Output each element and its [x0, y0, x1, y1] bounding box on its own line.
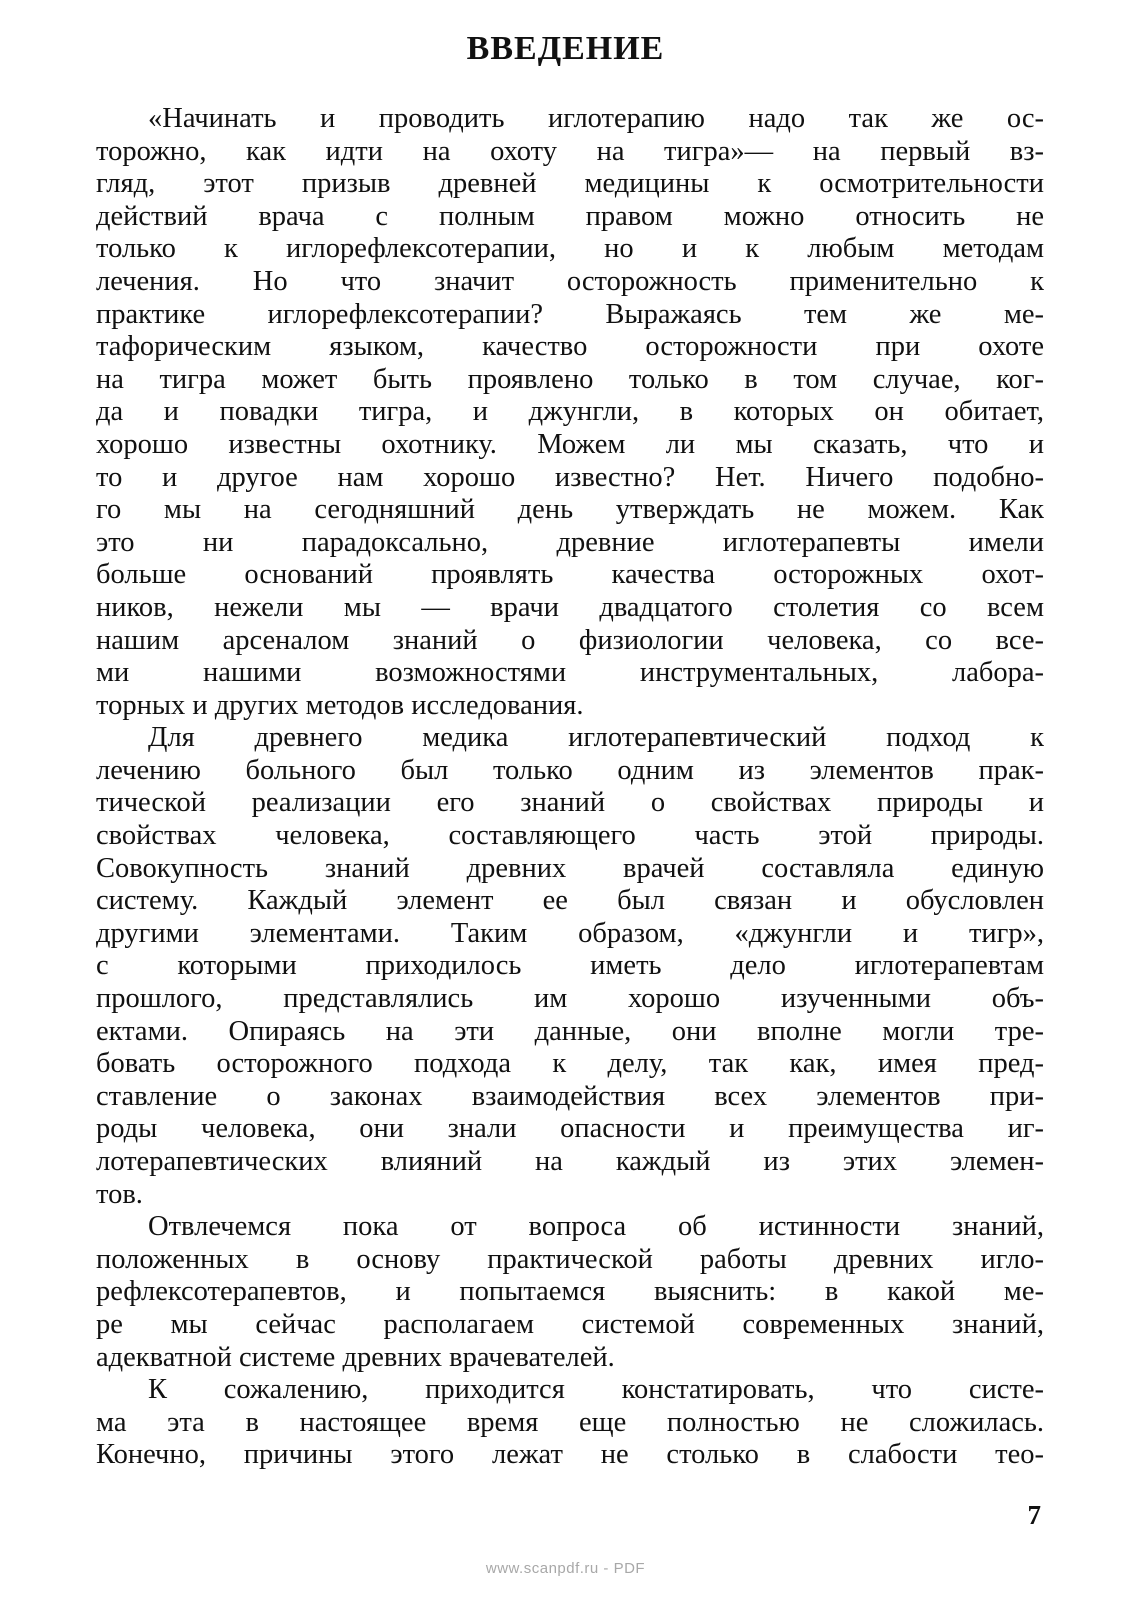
text-line: ектами. Опираясь на эти данные, они вполне могли тре-: [96, 1015, 1044, 1047]
text-line: лечению больного был только одним из элементов прак-: [96, 754, 1044, 786]
text-line: тафорическим языком, качество осторожности при охоте: [96, 331, 1044, 363]
text-line: систему. Каждый элемент ее был связан и обусловлен: [96, 885, 1044, 917]
text-line: адекватной системе древних врачевателей.: [96, 1341, 615, 1373]
text-line: практике иглорефлексотерапии? Выражаясь тем же ме-: [96, 298, 1044, 330]
text-line: ников, нежели мы — врачи двадцатого столетия со всем: [96, 591, 1044, 623]
text-line: хорошо известны охотнику. Можем ли мы сказать, что и: [96, 428, 1044, 460]
text-line: гляд, этот призыв древней медицины к осмотрительности: [96, 168, 1044, 200]
text-line: ма эта в настоящее время еще полностью не сложилась.: [96, 1406, 1044, 1438]
text-line: торных и других методов исследования.: [96, 689, 584, 721]
text-line: го мы на сегодняшний день утверждать не можем. Как: [96, 494, 1044, 526]
page-number: 7: [1027, 1500, 1041, 1530]
text-line: больше оснований проявлять качества осторожных охот-: [96, 559, 1044, 591]
text-line: Конечно, причины этого лежат не столько в слабости тео-: [96, 1439, 1044, 1471]
text-line: другими элементами. Таким образом, «джунгли и тигр»,: [96, 917, 1044, 949]
chapter-title: ВВЕДЕНИЕ: [466, 30, 665, 67]
text-line: Отвлечемся пока от вопроса об истинности знаний,: [148, 1211, 1044, 1243]
text-line: роды человека, они знали опасности и преимущества иг-: [96, 1113, 1044, 1145]
text-line: Совокупность знаний древних врачей составляла единую: [96, 852, 1044, 884]
text-line: действий врача с полным правом можно относить не: [96, 200, 1044, 232]
text-line: торожно, как идти на охоту на тигра»— на первый вз-: [96, 135, 1044, 167]
text-line: бовать осторожного подхода к делу, так как, имея пред-: [96, 1048, 1044, 1080]
body-text: [96, 103, 1044, 1472]
text-line: ре мы сейчас располагаем системой современных знаний,: [96, 1308, 1044, 1340]
watermark: www.scanpdf.ru - PDF: [485, 1560, 646, 1577]
text-line: тической реализации его знаний о свойствах природы и: [96, 787, 1044, 819]
text-line: Для древнего медика иглотерапевтический подход к: [148, 722, 1044, 754]
text-line: да и повадки тигра, и джунгли, в которых он обитает,: [96, 396, 1044, 428]
text-line: нашим арсеналом знаний о физиологии человека, со все-: [96, 624, 1044, 656]
text-line: ми нашими возможностями инструментальных, лабора-: [96, 657, 1044, 689]
text-line: с которыми приходилось иметь дело иглотерапевтам: [96, 950, 1044, 982]
text-line: прошлого, представлялись им хорошо изученными объ-: [96, 983, 1044, 1015]
text-line: ставление о законах взаимодействия всех элементов при-: [96, 1080, 1044, 1112]
text-line: только к иглорефлексотерапии, но и к любым методам: [96, 233, 1044, 265]
text-line: лечения. Но что значит осторожность применительно к: [96, 265, 1044, 297]
text-line: рефлексотерапевтов, и попытаемся выяснить: в какой ме-: [96, 1276, 1044, 1308]
text-line: свойствах человека, составляющего часть этой природы.: [96, 820, 1044, 852]
text-line: К сожалению, приходится констатировать, что систе-: [148, 1374, 1044, 1406]
text-line: на тигра может быть проявлено только в том случае, ког-: [96, 363, 1044, 395]
text-line: положенных в основу практической работы древних игло-: [96, 1243, 1044, 1275]
text-line: это ни парадоксально, древние иглотерапевты имели: [96, 526, 1044, 558]
text-line: «Начинать и проводить иглотерапию надо так же ос-: [148, 103, 1044, 134]
text-line: то и другое нам хорошо известно? Нет. Ничего подобно-: [96, 461, 1044, 493]
text-line: лотерапевтических влияний на каждый из этих элемен-: [96, 1146, 1044, 1177]
text-line: тов.: [96, 1178, 143, 1210]
